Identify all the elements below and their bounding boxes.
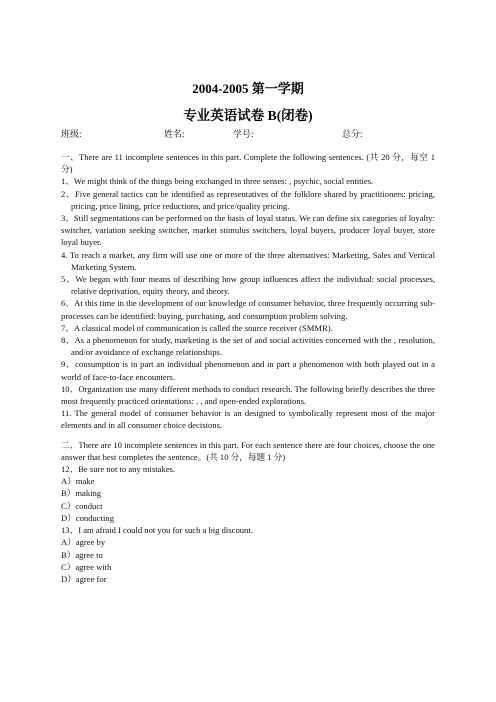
mc-option: B）agree to xyxy=(61,549,103,560)
question-item: 10、Organization use many different methods to conduct research. The following briefly describes the three most frequently practiced orientations: , , and open-ended explorations. xyxy=(61,383,435,407)
question-item: 7、A classical model of communication is called the source receiver (SMMR). xyxy=(61,322,333,333)
question-item: 4. To reach a market, any firm will use one or more of the three alternatives: Marketing, Sales and Vertical Marketing System. xyxy=(61,249,435,272)
student-info-line xyxy=(0,127,496,141)
mc-option: B）making xyxy=(61,488,102,499)
mc-option: C）agree with xyxy=(61,561,112,572)
mc-option: C）conduct xyxy=(61,500,103,511)
question-item: 3、Still segmentations can be performed on the basis of loyal status. We can define six categories of loyalty: switcher, variation seeking switcher, market stimulus switchers, loyal buyers, producer loyal buyer, store loyal buyer. xyxy=(61,213,435,248)
mc-option: D）agree for xyxy=(61,573,107,584)
mc-option: A）make xyxy=(61,476,95,487)
total-score-label: 总分: xyxy=(342,129,363,139)
question-item: 11. The general model of consumer behavior is an designed to symbolically represent most of the major elements and in all consumer choice decisions. xyxy=(61,408,435,431)
question-item: 6、At this time in the development of our knowledge of consumer behavior, three frequently occurring sub-processes can be identified: buying, purchasing, and consumption problem solving. xyxy=(61,298,435,321)
question-item: 9、consumption is in part an individual phenomenon and in part a phenomenon with both played out in a world of face-to-face encounters. xyxy=(61,359,435,382)
question-item: 1、We might think of the things being exchanged in three senses: , psychic, social entities. xyxy=(61,176,374,187)
class-label: 班级: xyxy=(61,129,82,139)
mc-question-stem: 13、I am afraid I could not you for such a big discount. xyxy=(61,525,253,536)
question-item: 8、As a phenomenon for study, marketing is the set of and social activities concerned with the , resolution, and/or avoidance of exchange relationships. xyxy=(61,335,435,358)
name-label: 姓名: xyxy=(164,129,185,139)
mc-question-stem: 12、Be sure not to any mistakes. xyxy=(61,464,176,475)
mc-option: A）agree by xyxy=(61,537,106,548)
question-item: 2、Five general tactics can be identified as representatives of the folklore shared by practitioners: pricing, pricing, price lining, price reductions, and price/quality pricing. xyxy=(61,188,435,211)
exam-body xyxy=(61,151,435,585)
section1-heading: 一、There are 11 incomplete sentences in this part. Complete the following sentences. (共 20 分，每空 1 分) xyxy=(61,152,435,175)
exam-title: 专业英语试卷 B(闭卷) xyxy=(183,108,313,123)
question-item: 5、We began with four means of describing how group influences affect the individual: social processes, relative deprivation, equity theory, and theory. xyxy=(61,274,435,297)
section2-heading: 二、There are 10 incomplete sentences in this part. For each sentence there are four choices, choose the one answer that best completes the sentence。(共 10 分，每题 1 分) xyxy=(61,439,435,462)
mc-option: D）conducting xyxy=(61,512,114,523)
exam-term: 2004-2005 第一学期 xyxy=(192,81,304,96)
student-id-label: 学号: xyxy=(233,129,254,139)
